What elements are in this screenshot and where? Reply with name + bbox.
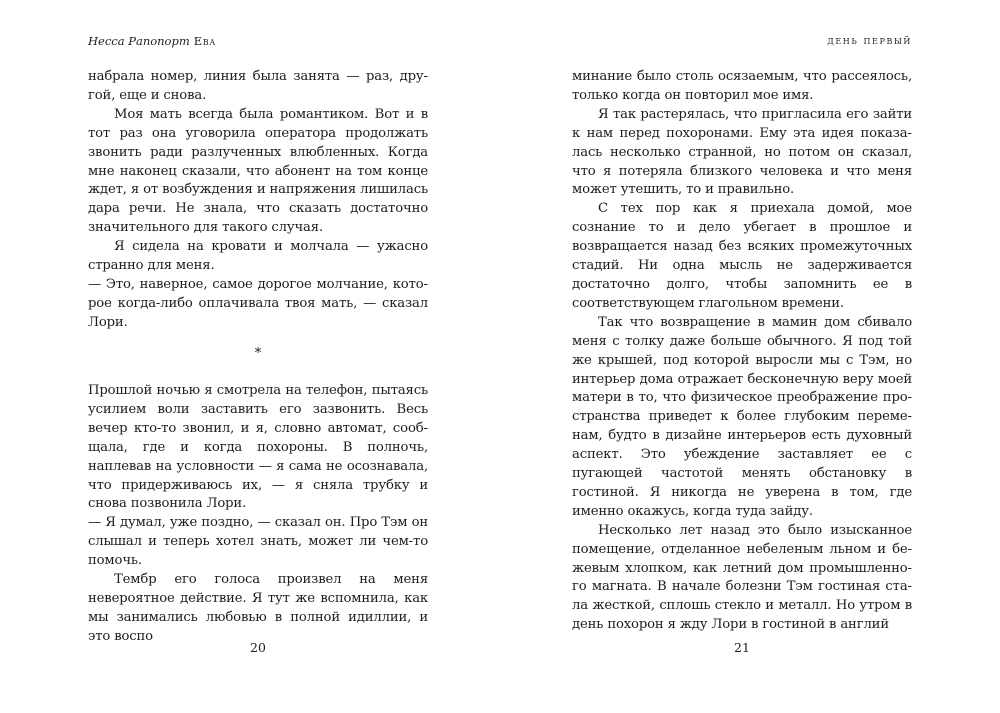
header-author: Несса Рапопорт <box>88 34 190 48</box>
header-book-title: Ева <box>193 34 216 48</box>
page-number-right: 21 <box>734 640 750 655</box>
running-header-left <box>88 34 216 48</box>
paragraph: Я сидела на кровати и молчала — ужасно странно для меня. <box>88 239 428 274</box>
paragraph: Несколько лет назад это было изысканное помещение, отделанное небеленым льном и бежевым хлопком, как летний дом промышленного магната. В начале болезни Тэм гостиная стала жесткой, сплошь стекло и металл. Но утром в день похорон я жду Лори в гостиной в англий <box>572 522 912 633</box>
page-number-left: 20 <box>250 640 266 655</box>
paragraph: Моя мать всегда была романтиком. Вот и в тот раз она уговорила оператора продолжать звонить ради разлученных влюбленных. Когда мне наконец сказали, что абонент на том конце ждет, я от возбуждения и напряжения лишилась дара речи. Не знала, что сказать достаточно значительного для такого случая. <box>88 106 428 236</box>
dialogue-paragraph: — Это, наверное, самое дорогое молчание, которое когда-либо оплачивала твоя мать, — сказал Лори. <box>88 276 428 330</box>
paragraph: Я так растерялась, что пригласила его зайти к нам перед похоронами. Ему эта идея показалась несколько странной, но потом он сказал, что я потеряла близкого человека и что меня может утешить, то и правильно. <box>572 106 912 198</box>
separator-star: * <box>254 346 262 361</box>
paragraph: набрала номер, линия была занята — раз, другой, еще и снова. <box>88 69 428 103</box>
right-page <box>572 0 912 713</box>
paragraph: Прошлой ночью я смотрела на телефон, пытаясь усилием воли заставить его зазвонить. Весь вечер кто-то звонил, и я, словно автомат, сообщала, где и когда похороны. В полночь, наплевав на условности — я сама не осознавала, что придерживаюсь их, — я сняла трубку и снова позвонила Лори. <box>88 383 428 512</box>
left-text-block-2 <box>88 382 428 647</box>
dialogue-paragraph: — Я думал, уже поздно, — сказал он. Про Тэм он слышал и теперь хотел знать, может ли чем-то помочь. <box>88 515 428 569</box>
paragraph: минание было столь осязаемым, что рассеялось, только когда он повторил мое имя. <box>572 69 912 103</box>
running-header-right: день первый <box>827 34 912 47</box>
section-separator <box>88 345 428 364</box>
paragraph: Так что возвращение в мамин дом сбивало меня с толку даже больше обычного. Я под той же крышей, под которой выросли мы с Тэм, но интерьер дома отражает бесконечную веру моей матери в то, что физическое преображение пространства приведет к более глубоким переменам, будто в дизайне интерьеров есть духовный аспект. Это убеждение заставляет ее с пугающей частотой менять обстановку в гостиной. Я никогда не уверена в том, где именно окажусь, когда туда зайду. <box>572 314 912 519</box>
left-text-block-1 <box>88 68 428 333</box>
paragraph: С тех пор как я приехала домой, мое сознание то и дело убегает в прошлое и возвращается назад без всяких промежуточных стадий. Ни одна мысль не задерживается достаточно долго, чтобы запомнить ее в соответствующем глагольном времени. <box>572 201 912 311</box>
paragraph: Тембр его голоса произвел на меня невероятное действие. Я тут же вспомнила, как мы занимались любовью в полной идиллии, и это воспо <box>88 572 428 644</box>
right-text-block <box>572 68 912 635</box>
left-page <box>88 0 428 713</box>
